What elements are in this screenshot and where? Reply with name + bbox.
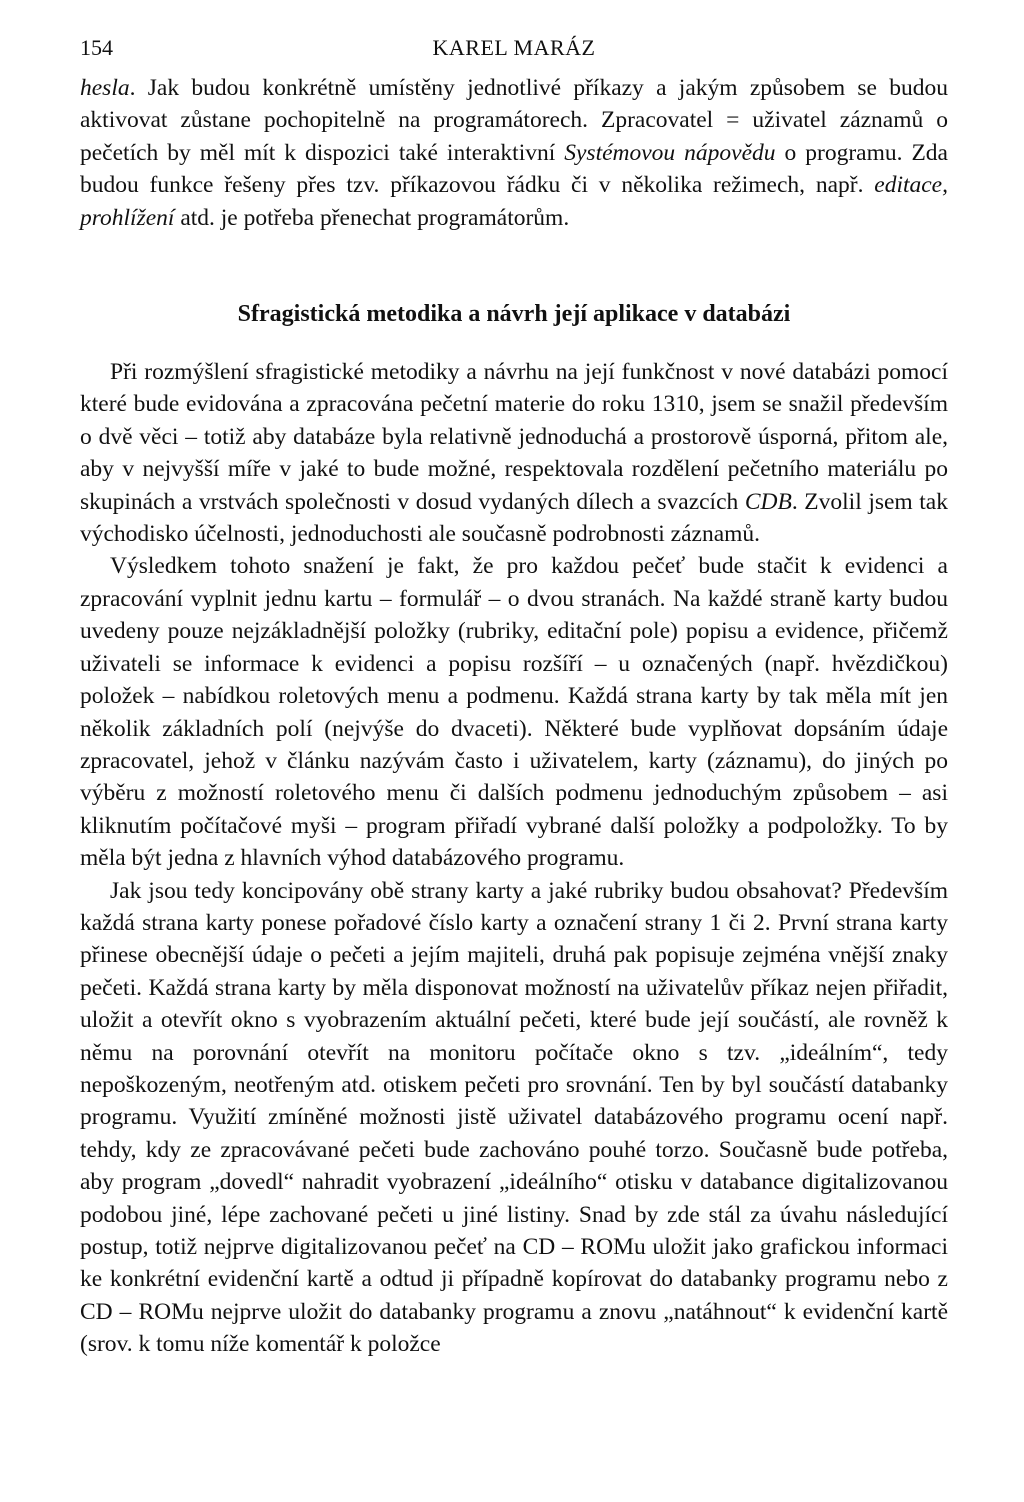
italic-term: Systémovou nápovědu bbox=[564, 139, 776, 166]
paragraph-text: Při rozmýšlení sfragistické metodiky a návrhu na její funkčnost v nové databázi pomocí které bude evidována a zpracována pečetní materie do roku 1310, jsem se snažil především o dvě věci – totiž aby databáze byla relativně jednoduchá a prostorově úsporná, přitom ale, aby v nejvyšší míře v jaké to bude možné, respektovala rozdělení pečetního materiálu po skupinách a vrstvách společnosti v dosud vydaných dílech a svazcích bbox=[80, 359, 948, 515]
running-head bbox=[80, 28, 948, 68]
paragraph-text: o programu. Zda budou funkce řešeny přes tzv. příkazovou řádku či v několika režimech, např. bbox=[80, 139, 948, 199]
running-title: KAREL MARÁZ bbox=[432, 35, 596, 60]
italic-term: CDB bbox=[744, 488, 792, 515]
paragraph-text: . Jak budou konkrétně umístěny jednotlivé příkazy a jakým způsobem se budou aktivovat zůstane pochopitelně na programátorech. Zpracovatel = uživatel záznamů o pečetích by měl mít k dispozici také interaktivní bbox=[80, 75, 948, 166]
paragraph-methodology bbox=[80, 356, 948, 550]
paragraph-text: atd. je potřeba přenechat programátorům. bbox=[174, 204, 570, 231]
italic-term: editace, prohlížení bbox=[80, 172, 948, 231]
paragraph-intro bbox=[80, 72, 948, 234]
book-page bbox=[80, 28, 948, 1361]
paragraph-text: . Zvolil jsem tak východisko účelnosti, jednoduchosti ale současně podrobnosti záznamů. bbox=[80, 488, 948, 548]
italic-term: hesla bbox=[80, 75, 130, 101]
page-number: 154 bbox=[80, 35, 113, 60]
paragraph-card-sides: Jak jsou tedy koncipovány obě strany karty a jaké rubriky budou obsahovat? Především každá strana karty ponese pořadové číslo karty a označení strany 1 či 2. První strana karty přinese obecnější údaje o pečeti a jejím majiteli, druhá pak popisuje zejména vnější znaky pečeti. Každá strana karty by měla disponovat možností na uživatelův příkaz nejen přiřadit, uložit a otevřít okno s vyobrazením aktuální pečeti, které bude její součástí, ale rovněž k němu na porovnání otevřít na monitoru počítače okno s tzv. „ideálním“, tedy nepoškozeným, neotřeným atd. otiskem pečeti pro srovnání. Ten by byl součástí databanky programu. Využití zmíněné možnosti jistě uživatel databázového programu ocení např. tehdy, kdy ze zpracovávané pečeti bude zachováno pouhé torzo. Současně bude potřeba, aby program „dovedl“ nahradit vyobrazení „ideálního“ otisku v databance digitalizovanou podobou jiné, lépe zachované pečeti u jiné listiny. Snad by zde stál za úvahu následující postup, totiž nejprve digitalizovanou pečeť na CD – ROMu uložit jako grafickou informaci ke konkrétní evidenční kartě a odtud ji případně kopírovat do databanky programu nebo z CD – ROMu nejprve uložit do databanky programu a znovu „natáhnout“ k evidenční kartě (srov. k tomu níže komentář k položce bbox=[80, 877, 948, 1358]
section-heading: Sfragistická metodika a návrh její aplikace v databázi bbox=[237, 301, 791, 328]
paragraph-result: Výsledkem tohoto snažení je fakt, že pro každou pečeť bude stačit k evidenci a zpracování vyplnit jednu kartu – formulář – o dvou stranách. Na každé straně karty budou uvedeny pouze nejzákladnější položky (rubriky, editační pole) popisu a evidence, přičemž uživateli se informace k evidenci a popisu rozšíří – u označených (např. hvězdičkou) položek – nabídkou roletových menu a podmenu. Každá strana karty by tak měla mít jen několik základních polí (nejvýše do dvaceti). Některé bude vyplňovat dopsáním údaje zpracovatel, jehož v článku nazývám často i uživatelem, karty (záznamu), do jiných po výběru z možností roletového menu či dalších podmenu jednoduchým způsobem – asi kliknutím počítačové myši – program přiřadí vybrané další položky a podpoložky. To by měla být jedna z hlavních výhod databázového programu. bbox=[80, 553, 948, 872]
